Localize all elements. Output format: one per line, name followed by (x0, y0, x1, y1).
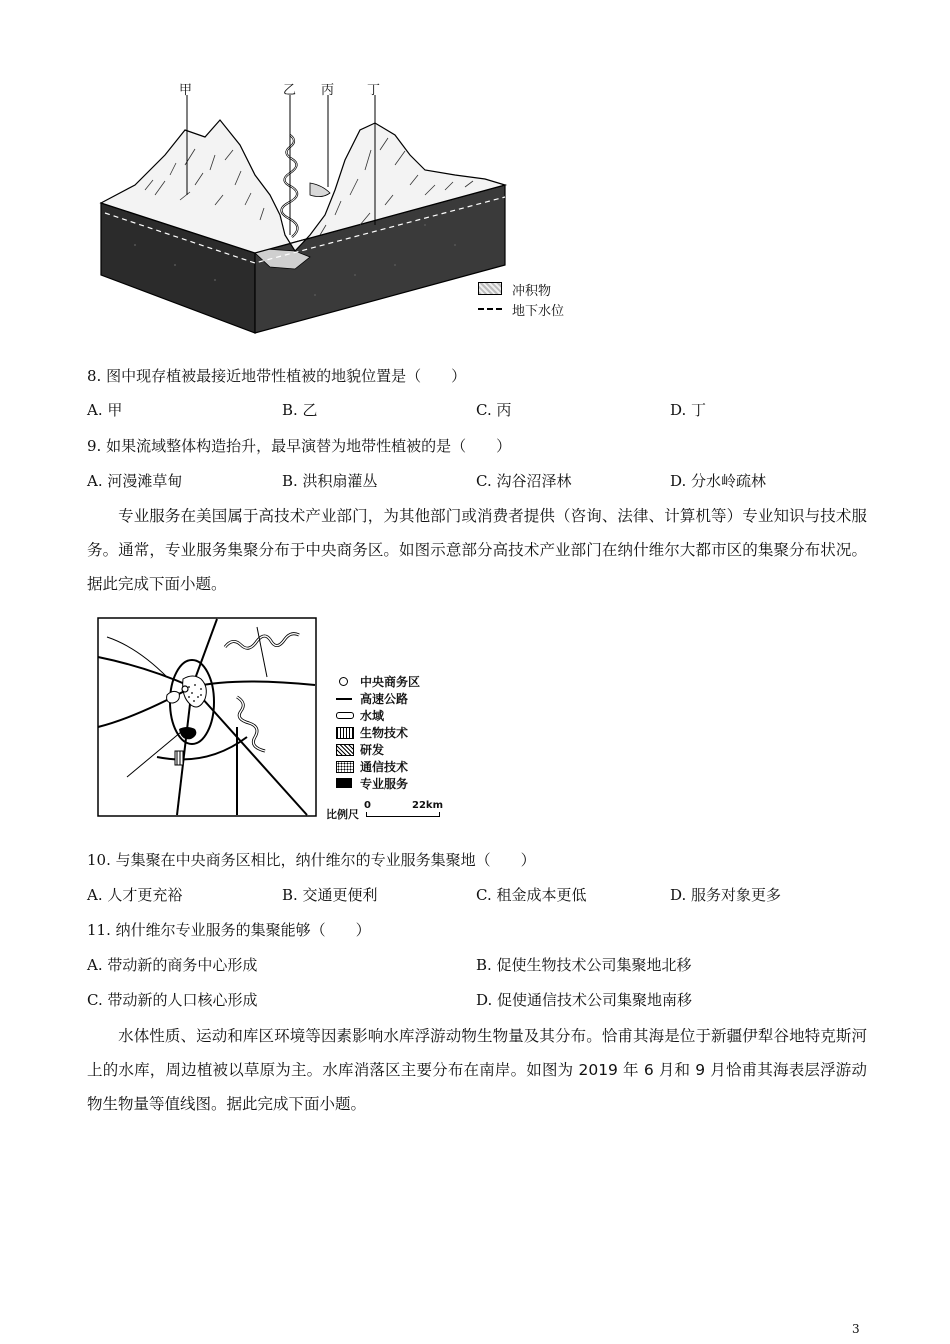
q8-option-d[interactable]: D. 丁 (670, 401, 707, 419)
biotech-swatch-icon (336, 727, 354, 739)
cbd-circle-icon (339, 677, 348, 686)
passage-reservoir-zooplankton (87, 1019, 867, 1121)
q8-option-b[interactable]: B. 乙 (282, 401, 318, 419)
q11-option-b[interactable]: B. 促使生物技术公司集聚地北移 (476, 956, 692, 974)
passage2-text: 水体性质、运动和库区环境等因素影响水库浮游动物生物量及其分布。恰甫其海是位于新疆伊犁谷地特克斯河上的水库，周边植被以草原为主。水库消落区主要分布在南岸。如图为 2019 年 6 月和 9 月恰甫其海表层浮游动物生物量等值线图。据此完成下面小题。 (87, 1027, 867, 1113)
label-jia: 甲 (179, 83, 193, 98)
dashed-line-icon (478, 308, 502, 310)
legend-water: 水域 (360, 709, 385, 723)
q8-option-a[interactable]: A. 甲 (87, 401, 123, 419)
q8-option-c[interactable]: C. 丙 (476, 401, 512, 419)
scale-label: 比例尺 (326, 808, 359, 821)
q9-option-b[interactable]: B. 洪积扇灌丛 (282, 472, 378, 490)
question-8-stem: 8. 图中现存植被最接近地带性植被的地貌位置是（ ） (87, 367, 467, 385)
legend-cbd: 中央商务区 (360, 675, 421, 689)
legend-sediment: 冲积物 (512, 284, 552, 299)
scale-zero: 0 (364, 800, 371, 811)
figure1-legend (478, 278, 598, 322)
legend-biotech: 生物技术 (360, 726, 409, 740)
q10-option-d[interactable]: D. 服务对象更多 (670, 886, 782, 904)
scale-line (366, 812, 440, 817)
q11-option-d[interactable]: D. 促使通信技术公司集聚地南移 (476, 991, 693, 1009)
pro-services-swatch-icon (336, 778, 352, 788)
legend-rnd: 研发 (360, 743, 385, 757)
nashville-map-svg (97, 617, 319, 819)
question-11-stem: 11. 纳什维尔专业服务的集聚能够（ ） (87, 921, 371, 939)
telecom-swatch-icon (336, 761, 354, 773)
scale-bar (326, 800, 456, 824)
nashville-map (97, 617, 319, 819)
q9-option-a[interactable]: A. 河漫滩草甸 (87, 472, 183, 490)
legend-groundwater: 地下水位 (512, 304, 565, 319)
passage-professional-services (87, 499, 867, 601)
q9-option-d[interactable]: D. 分水岭疏林 (670, 472, 767, 490)
rnd-swatch-icon (336, 744, 354, 756)
q9-option-c[interactable]: C. 沟谷沼泽林 (476, 472, 572, 490)
label-bing: 丙 (321, 83, 335, 98)
sediment-swatch-icon (478, 282, 502, 295)
legend-pro-services: 专业服务 (360, 777, 409, 791)
scale-value: 22km (412, 800, 443, 811)
highway-line-icon (336, 698, 352, 700)
water-icon (336, 712, 354, 719)
q10-option-a[interactable]: A. 人才更充裕 (87, 886, 183, 904)
label-yi: 乙 (283, 83, 297, 98)
legend-highway: 高速公路 (360, 692, 409, 706)
label-ding: 丁 (367, 83, 381, 98)
question-9-stem: 9. 如果流域整体构造抬升，最早演替为地带性植被的是（ ） (87, 437, 512, 455)
legend-telecom: 通信技术 (360, 760, 409, 774)
q11-option-a[interactable]: A. 带动新的商务中心形成 (87, 956, 258, 974)
q11-option-c[interactable]: C. 带动新的人口核心形成 (87, 991, 258, 1009)
q10-option-c[interactable]: C. 租金成本更低 (476, 886, 587, 904)
page-number: 3 (852, 1322, 860, 1336)
passage1-text: 专业服务在美国属于高技术产业部门，为其他部门或消费者提供（咨询、法律、计算机等）专业知识与技术服务。通常，专业服务集聚分布于中央商务区。如图示意部分高技术产业部门在纳什维尔大都市区的集聚分布状况。据此完成下面小题。 (87, 507, 867, 593)
question-10-stem: 10. 与集聚在中央商务区相比，纳什维尔的专业服务集聚地（ ） (87, 851, 536, 869)
q10-option-b[interactable]: B. 交通更便利 (282, 886, 378, 904)
